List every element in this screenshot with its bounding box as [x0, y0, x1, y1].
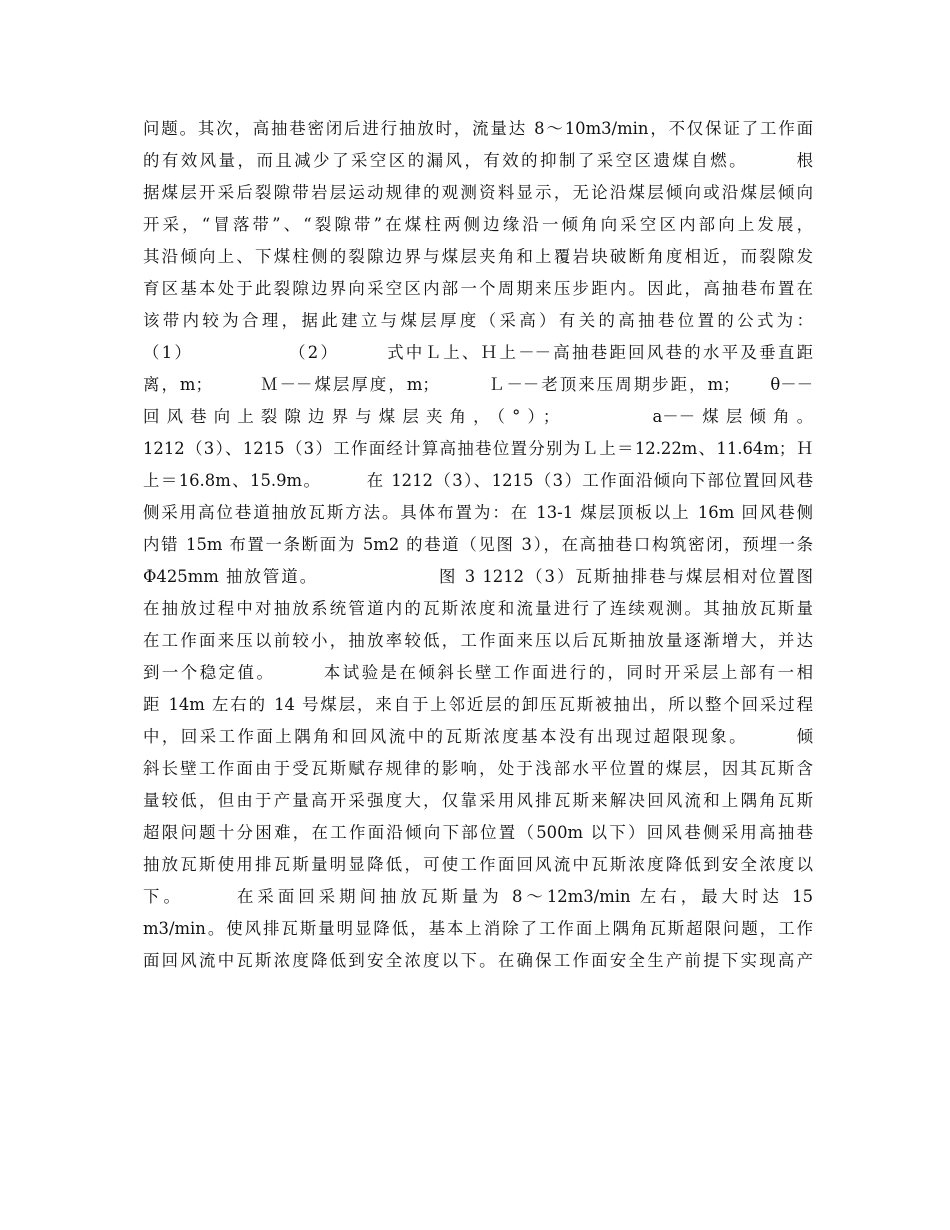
text-line: 侧采用高位巷道抽放瓦斯方法。具体布置为：在 13-1 煤层顶板以上 16m 回风巷侧	[143, 503, 813, 522]
text-line: 回风巷向上裂隙边界与煤层夹角，（°）； a－－煤层倾角。	[143, 407, 813, 426]
text-line: 在抽放过程中对抽放系统管道内的瓦斯浓度和流量进行了连续观测。其抽放瓦斯量	[143, 599, 813, 618]
text-line: 中，回采工作面上隅角和回风流中的瓦斯浓度基本没有出现过超限现象。 倾	[143, 727, 813, 746]
body-text	[143, 113, 813, 977]
text-line: 问题。其次，高抽巷密闭后进行抽放时，流量达 8～10m3/min，不仅保证了工作面	[143, 119, 813, 138]
text-line: 该带内较为合理，据此建立与煤层厚度（采高）有关的高抽巷位置的公式为：	[143, 311, 813, 330]
text-line: 面回风流中瓦斯浓度降低到安全浓度以下。在确保工作面安全生产前提下实现高产	[143, 951, 813, 970]
text-line: 内错 15m 布置一条断面为 5m2 的巷道（见图 3），在高抽巷口构筑密闭，预埋一条	[143, 535, 813, 554]
text-line: 上＝16.8m、15.9m。 在 1212（3）、1215（3）工作面沿倾向下部位置回风巷	[143, 471, 813, 490]
text-line: 下。 在采面回采期间抽放瓦斯量为 8～12m3/min 左右，最大时达 15	[143, 887, 813, 906]
text-line: 斜长壁工作面由于受瓦斯赋存规律的影响，处于浅部水平位置的煤层，因其瓦斯含	[143, 759, 813, 778]
text-line: 1212（3）、1215（3）工作面经计算高抽巷位置分别为Ｌ上＝12.22m、11.64m；Ｈ	[143, 439, 813, 458]
text-line: 到一个稳定值。 本试验是在倾斜长壁工作面进行的，同时开采层上部有一相	[143, 663, 813, 682]
text-line: 的有效风量，而且减少了采空区的漏风，有效的抑制了采空区遗煤自燃。 根	[143, 151, 813, 170]
text-line: 开采，“冒落带”、“裂隙带”在煤柱两侧边缘沿一倾角向采空区内部向上发展，	[143, 215, 813, 234]
text-line: 抽放瓦斯使用排瓦斯量明显降低，可使工作面回风流中瓦斯浓度降低到安全浓度以	[143, 855, 813, 874]
text-line: 距 14m 左右的 14 号煤层，来自于上邻近层的卸压瓦斯被抽出，所以整个回采过程	[143, 695, 813, 714]
text-line: 育区基本处于此裂隙边界向采空区内部一个周期来压步距内。因此，高抽巷布置在	[143, 279, 813, 298]
text-line: 离，m； Ｍ－－煤层厚度，m； Ｌ－－老顶来压周期步距，m； θ－－	[143, 375, 813, 394]
text-line: m3/min。使风排瓦斯量明显降低，基本上消除了工作面上隅角瓦斯超限问题，工作	[143, 919, 813, 938]
text-line: 超限问题十分困难，在工作面沿倾向下部位置（500m 以下）回风巷侧采用高抽巷	[143, 823, 813, 842]
text-line: Φ425mm 抽放管道。 图 3 1212（3）瓦斯抽排巷与煤层相对位置图	[143, 567, 813, 586]
text-line: 在工作面来压以前较小，抽放率较低，工作面来压以后瓦斯抽放量逐渐增大，并达	[143, 631, 813, 650]
text-line: 量较低，但由于产量高开采强度大，仅靠采用风排瓦斯来解决回风流和上隅角瓦斯	[143, 791, 813, 810]
text-line: （1） （2） 式中Ｌ上、Ｈ上－－高抽巷距回风巷的水平及垂直距	[143, 343, 813, 362]
text-line: 据煤层开采后裂隙带岩层运动规律的观测资料显示，无论沿煤层倾向或沿煤层倾向	[143, 183, 813, 202]
text-line: 其沿倾向上、下煤柱侧的裂隙边界与煤层夹角和上覆岩块破断角度相近，而裂隙发	[143, 247, 813, 266]
